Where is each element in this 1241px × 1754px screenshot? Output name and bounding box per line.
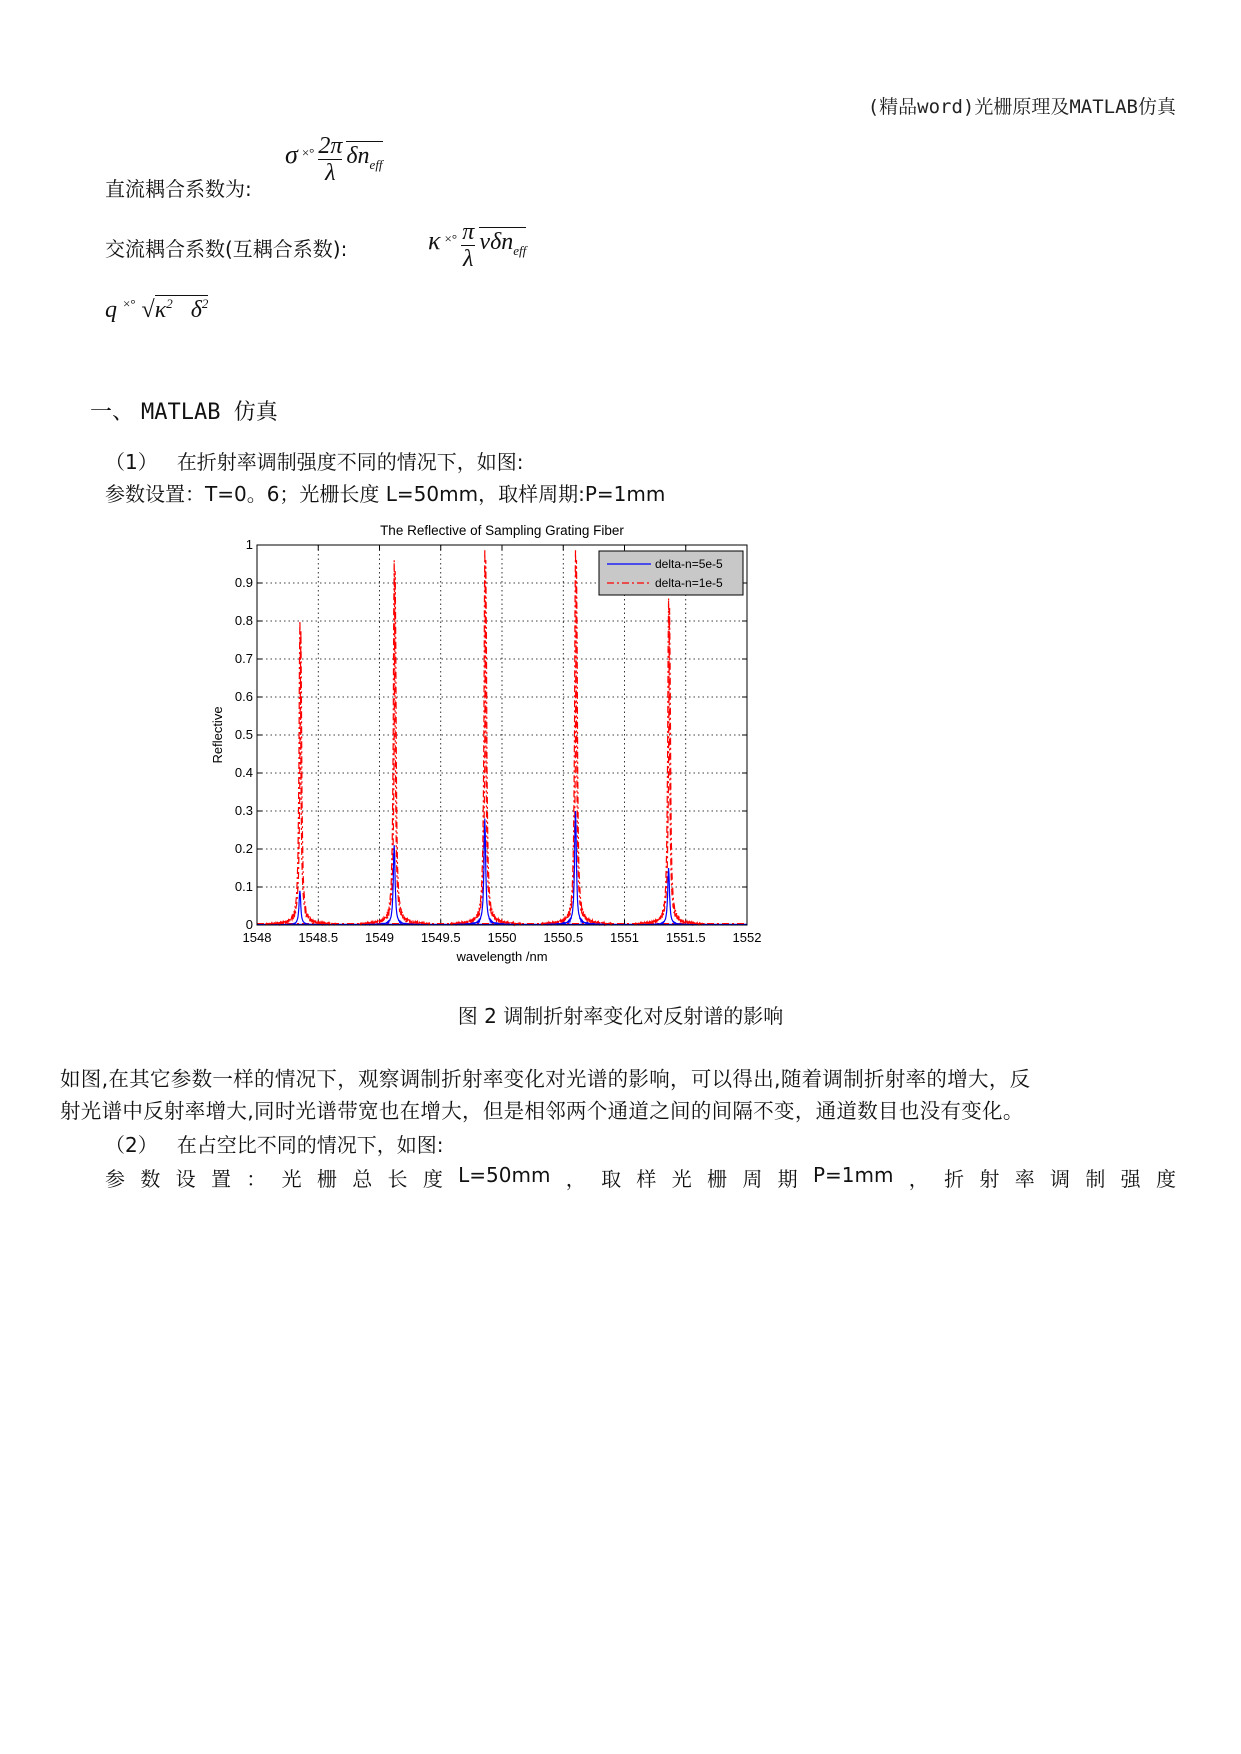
item-2: （2） 在占空比不同的情况下，如图: (105, 1133, 444, 1157)
paragraph-line-2: 射光谱中反射率增大,同时光谱带宽也在增大，但是相邻两个通道之间的间隔不变，通道数目也没有变化。 (60, 1099, 1024, 1123)
x-tick-label: 1549 (365, 930, 394, 945)
chart-title: The Reflective of Sampling Grating Fiber (380, 523, 624, 538)
y-tick-label: 0.5 (234, 727, 253, 742)
y-axis-label: Reflective (210, 706, 225, 764)
params-2-token: L=50mm (458, 1163, 551, 1187)
params-2-token: P=1mm (812, 1163, 894, 1187)
legend-label: delta-n=5e-5 (655, 557, 723, 571)
params-2-token: 光 (281, 1167, 302, 1191)
y-tick-label: 0.7 (234, 651, 253, 666)
params-1: 参数设置：T=0。6；光栅长度 L=50mm，取样周期:P=1mm (105, 482, 666, 506)
params-2-token: 栅 (316, 1167, 337, 1191)
y-tick-label: 0.8 (234, 613, 253, 628)
params-2-token: 总 (352, 1167, 373, 1191)
y-tick-label: 0.2 (234, 841, 253, 856)
x-tick-label: 1550 (487, 930, 517, 945)
params-2-token: 置 (210, 1167, 231, 1191)
y-tick-label: 0.9 (234, 575, 253, 590)
page-header: (精品word)光栅原理及MATLAB仿真 (867, 96, 1176, 118)
params-2-token: 率 (1014, 1167, 1035, 1191)
params-2-token: 栅 (707, 1167, 728, 1191)
y-tick-label: 0.3 (234, 803, 253, 818)
figure-caption: 图 2 调制折射率变化对反射谱的影响 (457, 1004, 784, 1028)
params-2-token: 周 (742, 1167, 763, 1191)
dc-coupling-label: 直流耦合系数为: (105, 177, 252, 201)
params-2-token: 折 (944, 1167, 965, 1191)
legend-label: delta-n=1e-5 (655, 576, 723, 590)
params-2-token: 制 (1085, 1167, 1106, 1191)
params-2-token: 强 (1120, 1167, 1141, 1191)
x-tick-label: 1549.5 (420, 930, 461, 945)
params-2-token: 期 (777, 1167, 798, 1191)
ac-coupling-formula: κ ×° $\frac{\pi}{\lambda}$ vδn$_{eff}$ (428, 219, 527, 272)
params-2-token: 设 (175, 1167, 196, 1191)
params-2-token: 数 (140, 1167, 161, 1191)
params-2-token: 长 (387, 1167, 408, 1191)
params-2-token: 取 (601, 1167, 622, 1191)
params-2-token: 样 (636, 1167, 657, 1191)
params-2 (105, 1163, 1176, 1192)
params-2-token: 调 (1050, 1167, 1071, 1191)
x-tick-label: 1551 (610, 930, 639, 945)
params-2-token: 度 (1155, 1167, 1176, 1191)
section-heading: 一、 MATLAB 仿真 (90, 400, 278, 425)
paragraph-line-1: 如图,在其它参数一样的情况下，观察调制折射率变化对光谱的影响，可以得出,随着调制折射率的增大，反 (60, 1067, 1031, 1091)
params-2-token: 度 (422, 1167, 443, 1191)
item-1: （1） 在折射率调制强度不同的情况下，如图: (105, 450, 524, 474)
ac-coupling-label: 交流耦合系数(互耦合系数): (105, 237, 348, 261)
params-2-token: ： (246, 1167, 267, 1191)
params-2-token: ， (908, 1167, 929, 1191)
params-2-token: 射 (979, 1167, 1000, 1191)
q-formula: q ×° $√\kappa^2$ $\delta^2$ (105, 296, 209, 323)
y-tick-label: 1 (245, 537, 253, 552)
params-2-token: 参 (105, 1167, 125, 1191)
y-tick-label: 0.6 (234, 689, 253, 704)
x-tick-label: 1551.5 (665, 930, 706, 945)
dc-coupling-formula: σ ×° $\frac{2\pi}{\lambda}$ $\delta n_{eff}$ (285, 133, 383, 186)
params-2-token: ， (565, 1167, 586, 1191)
y-tick-label: 0 (245, 917, 253, 932)
x-tick-label: 1548.5 (298, 930, 339, 945)
x-tick-label: 1550.5 (543, 930, 584, 945)
y-tick-label: 0.1 (234, 879, 253, 894)
params-2-token: 光 (671, 1167, 692, 1191)
y-tick-label: 0.4 (234, 765, 253, 780)
x-tick-label: 1548 (242, 930, 272, 945)
x-axis-label: wavelength /nm (456, 949, 548, 964)
reflection-spectrum-chart (205, 518, 775, 978)
x-tick-label: 1552 (732, 930, 762, 945)
